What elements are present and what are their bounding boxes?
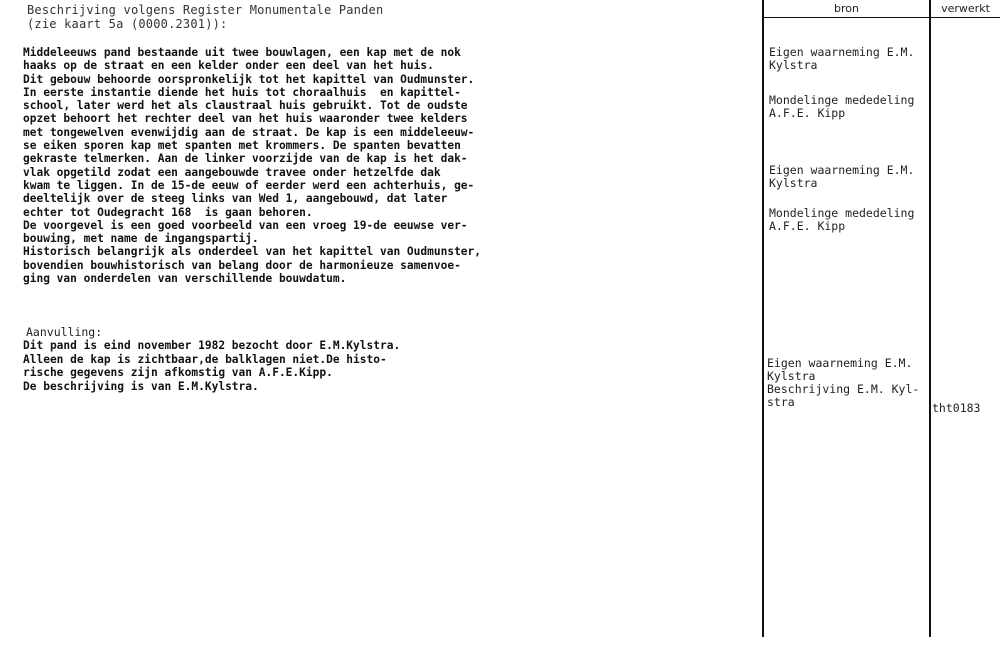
addendum-text: Dit pand is eind november 1982 bezocht door E.M.Kylstra. Alleen de kap is zichtbaar,de balklagen niet.De histo- rische gegevens zijn afkomstig van A.F.E.Kipp. De beschrijving is van E.M.Kylstra.: [23, 339, 401, 393]
source-entry: Mondelinge mededeling A.F.E. Kipp: [769, 206, 915, 233]
source-entry: Mondelinge mededeling A.F.E. Kipp: [769, 93, 915, 120]
column-divider-bron: [762, 0, 764, 637]
source-entry: Eigen waarneming E.M. Kylstra: [769, 163, 915, 190]
column-divider-verwerkt: [929, 0, 931, 637]
addendum-title: Aanvulling:: [26, 325, 103, 339]
source-entry: Eigen waarneming E.M. Kylstra: [769, 45, 915, 72]
document-subtitle: (zie kaart 5a (0000.2301)):: [27, 17, 228, 31]
document-title: Beschrijving volgens Register Monumentale Panden: [27, 3, 384, 17]
column-header-verwerkt: verwerkt: [941, 2, 990, 15]
description-text: Middeleeuws pand bestaande uit twee bouwlagen, een kap met de nok haaks op de straat en een kelder onder een deel van het huis. Dit gebouw behoorde oorspronkelijk tot het kapittel van Oudmunster. In eerste instantie diende het huis tot choraalhuis en kapittel- school, later werd het als claustraal huis gebruikt. Tot de oudste opzet behoort het rechter deel van het huis waaronder twee kelders met tongewelven evenwijdig aan de straat. De kap is een middeleeuw- se eiken sporen kap met spanten met krommers. De spanten bevatten gekraste telmerken. Aan de linker voorzijde van de kap is het dak- vlak opgetild zodat een aangebouwde travee onder hetzelfde dak kwam te liggen. In de 15-de eeuw of eerder werd een achterhuis, ge- deeltelijk over de steeg links van Wed 1, aangebouwd, dat later echter tot Oudegracht 168 is gaan behoren. De voorgevel is een goed voorbeeld van een vroeg 19-de eeuwse ver- bouwing, met name de ingangspartij. Historisch belangrijk als onderdeel van het kapittel van Oudmunster, bovendien bouwhistorisch van belang door de harmonieuze samenvoe- ging van onderdelen van verschillende bouwdatum.: [23, 46, 482, 286]
source-entry: Eigen waarneming E.M. Kylstra Beschrijving E.M. Kyl- stra: [767, 356, 920, 409]
verwerkt-code: tht0183: [932, 401, 981, 415]
column-header-bron: bron: [834, 2, 859, 15]
column-header-rule: [762, 17, 1000, 18]
